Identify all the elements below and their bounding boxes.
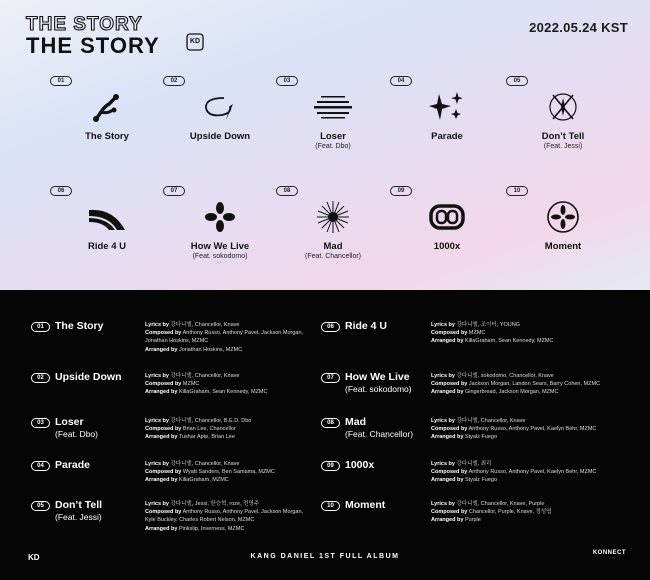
credit-number-badge: 10: [321, 501, 340, 511]
upside-down-icon: [200, 90, 240, 124]
credit-lines: [145, 321, 315, 354]
1000x-icon: [427, 200, 467, 234]
mad-icon: [313, 200, 353, 234]
arranged-label: Arranged by: [145, 346, 178, 353]
lyrics-label: Lyrics by: [431, 501, 455, 507]
credit-lines: [145, 500, 315, 533]
credit-lines: [431, 321, 601, 346]
credit-lines: [145, 460, 315, 485]
composed-label: Composed by: [431, 469, 468, 476]
arranged-label: Arranged by: [431, 477, 464, 484]
lyrics-label: Lyrics by: [145, 461, 169, 467]
lyrics-label: Lyrics by: [431, 461, 455, 467]
credit-lines: [431, 460, 601, 485]
arranged-value: KillaGraham, Sean Kennedy, MZMC: [464, 338, 554, 345]
label-logo: KONNECT: [592, 550, 626, 556]
arranged-value: Jonathan Hoskins, MZMC: [178, 346, 243, 353]
credit-07: [321, 371, 621, 421]
track-number-badge: 07: [163, 186, 185, 196]
track-title: Don’t Tell: [541, 131, 585, 142]
track-title: The Story: [85, 131, 129, 142]
arranged-value: Pinkslip, Inverness, MZMC: [178, 525, 245, 532]
credit-number-badge: 05: [31, 501, 50, 511]
credit-title: 1000x: [345, 459, 375, 471]
track-featuring: (Feat. Chancellor): [304, 253, 362, 260]
credit-02: [31, 371, 321, 421]
credit-title: Parade: [55, 459, 91, 471]
lyrics-label: Lyrics by: [145, 418, 169, 424]
album-caption: KANG DANIEL 1ST FULL ALBUM: [250, 553, 400, 560]
arranged-value: KillaGraham, MZMC: [178, 477, 229, 484]
album-logo: [24, 12, 224, 56]
track-number-badge: 03: [276, 76, 298, 86]
arranged-label: Arranged by: [431, 517, 464, 524]
track-number-badge: 06: [50, 186, 72, 196]
track-title: Ride 4 U: [87, 241, 126, 252]
credit-title: Moment: [345, 499, 386, 511]
credit-featuring: (Feat. sokodomo): [345, 384, 412, 394]
composed-value: Chancellor, Purple, Knave, 정성엽: [468, 509, 552, 516]
composed-label: Composed by: [145, 426, 182, 433]
composed-value: Anthony Russo, Anthony Pavel, Jackson Morgan, Jonathan Hoskins, MZMC: [145, 330, 304, 345]
credit-number-badge: 08: [321, 418, 340, 428]
track-title: Moment: [544, 241, 582, 252]
credit-number-badge: 03: [31, 418, 50, 428]
arranged-label: Arranged by: [145, 477, 178, 484]
track-featuring: (Feat. Dbo): [315, 143, 351, 150]
arranged-value: Gingerbread, Jackson Morgan, MZMC: [464, 389, 559, 396]
album-logo-badge: KD: [189, 38, 201, 45]
story-icon: [87, 90, 127, 124]
lyrics-label: Lyrics by: [145, 322, 169, 328]
track-title: Parade: [431, 131, 463, 142]
lyrics-value: 강다니엘, Chancellor, Knave, Purple: [456, 501, 545, 507]
composed-value: MZMC: [468, 330, 486, 337]
lyrics-label: Lyrics by: [431, 322, 455, 328]
arranged-value: Purple: [464, 517, 481, 524]
lyrics-value: 강다니엘, Chancellor, B.E.D. Dbo: [170, 418, 252, 424]
arranged-label: Arranged by: [145, 525, 178, 532]
track-title: Upside Down: [189, 131, 251, 142]
credit-title: Loser: [55, 416, 84, 428]
track-title: Mad: [323, 241, 343, 252]
composed-label: Composed by: [431, 381, 468, 388]
credit-06: [321, 320, 621, 370]
arranged-value: Tushar Apte, Brian Lee: [178, 434, 235, 441]
credit-number-badge: 04: [31, 461, 50, 471]
moment-icon: [543, 200, 583, 234]
composed-value: Anthony Russo, Anthony Pavel, Kaelyn Behr, MZMC: [468, 426, 597, 433]
how-we-live-icon: [200, 200, 240, 234]
track-title: How We Live: [190, 241, 250, 252]
credit-title: Don’t Tell: [55, 499, 103, 511]
credit-title: Ride 4 U: [345, 320, 388, 332]
arranged-label: Arranged by: [145, 389, 178, 396]
composed-label: Composed by: [145, 330, 182, 337]
arranged-value: Styalz Fuego: [464, 434, 498, 441]
lyrics-value: 강다니엘, Chancellor, Knave: [170, 322, 240, 328]
track-number-badge: 04: [390, 76, 412, 86]
dont-tell-icon: [543, 90, 583, 124]
credit-10: [321, 499, 621, 549]
credit-lines: [431, 372, 601, 397]
composed-label: Composed by: [431, 330, 468, 337]
svg-text:THE STORY: THE STORY: [26, 14, 143, 35]
lyrics-label: Lyrics by: [145, 501, 169, 507]
arranged-label: Arranged by: [431, 434, 464, 441]
credit-number-badge: 01: [31, 322, 50, 332]
track-title: 1000x: [433, 241, 461, 252]
track-number-badge: 02: [163, 76, 185, 86]
arranged-label: Arranged by: [431, 389, 464, 396]
credit-lines: [145, 372, 315, 397]
composed-label: Composed by: [431, 509, 468, 516]
lyrics-value: 강다니엘, 최리: [456, 461, 492, 467]
credit-title: How We Live: [345, 371, 410, 383]
composed-value: Jackson Morgan, Landon Sears, Barry Cohen, MZMC: [468, 381, 601, 388]
lyrics-value: 강다니엘, Chancellor, Knave: [456, 418, 526, 424]
lyrics-value: 강다니엘, Chancellor, Knave: [170, 373, 240, 379]
arranged-value: KillaGraham, Sean Kennedy, MZMC: [178, 389, 268, 396]
lyrics-label: Lyrics by: [431, 418, 455, 424]
track-featuring: (Feat. Jessi): [543, 143, 583, 150]
credit-featuring: (Feat. Jessi): [55, 512, 102, 522]
track-number-badge: 01: [50, 76, 72, 86]
credit-title: The Story: [55, 320, 104, 332]
composed-value: Wyatt Sanders, Ben Samama, MZMC: [182, 469, 275, 476]
credit-lines: [145, 417, 315, 442]
arranged-label: Arranged by: [145, 434, 178, 441]
svg-text:THE STORY: THE STORY: [26, 33, 160, 56]
release-date: 2022.05.24 KST: [529, 20, 628, 35]
composed-value: Brian Lee, Chancellor: [182, 426, 236, 433]
loser-icon: [313, 90, 353, 124]
composed-label: Composed by: [431, 426, 468, 433]
credit-lines: [431, 500, 601, 525]
lyrics-label: Lyrics by: [431, 373, 455, 379]
kd-monogram-icon: KD: [28, 553, 40, 562]
track-title: Loser: [320, 131, 346, 142]
credit-01: [31, 320, 321, 370]
credit-title: Upside Down: [55, 371, 122, 383]
credit-number-badge: 02: [31, 373, 50, 383]
composed-value: Anthony Russo, Anthony Pavel, Kaelyn Behr, MZMC: [468, 469, 597, 476]
composed-label: Composed by: [145, 469, 182, 476]
lyrics-value: 강다니엘, Chancellor, Knave: [170, 461, 240, 467]
composed-label: Composed by: [145, 509, 182, 516]
lyrics-value: 강다니엘, Jessi, 한승혁, roze, 전영주: [170, 501, 260, 507]
lyrics-label: Lyrics by: [145, 373, 169, 379]
track-number-badge: 09: [390, 186, 412, 196]
track-number-badge: 08: [276, 186, 298, 196]
credit-lines: [431, 417, 601, 442]
ride-4-u-icon: [87, 200, 127, 234]
lyrics-value: 강다니엘, 조이터, YOUNG: [456, 322, 520, 328]
arranged-label: Arranged by: [431, 338, 464, 345]
arranged-value: Styalz Fuego: [464, 477, 498, 484]
composed-value: Anthony Russo, Anthony Pavel, Jackson Morgan, Kyle Buckley, Charles Robert Nelson, MZMC: [145, 509, 304, 524]
lyrics-value: 강다니엘, sokodomo, Chancellor, Knave: [456, 373, 554, 379]
credit-number-badge: 06: [321, 322, 340, 332]
track-featuring: (Feat. sokodomo): [192, 253, 248, 260]
track-number-badge: 05: [506, 76, 528, 86]
composed-label: Composed by: [145, 381, 182, 388]
credit-05: [31, 499, 321, 549]
credit-number-badge: 07: [321, 373, 340, 383]
composed-value: MZMC: [182, 381, 200, 388]
track-number-badge: 10: [506, 186, 528, 196]
credit-featuring: (Feat. Chancellor): [345, 429, 414, 439]
credit-featuring: (Feat. Dbo): [55, 429, 98, 439]
parade-icon: [427, 90, 467, 124]
credit-title: Mad: [345, 416, 366, 428]
credit-number-badge: 09: [321, 461, 340, 471]
